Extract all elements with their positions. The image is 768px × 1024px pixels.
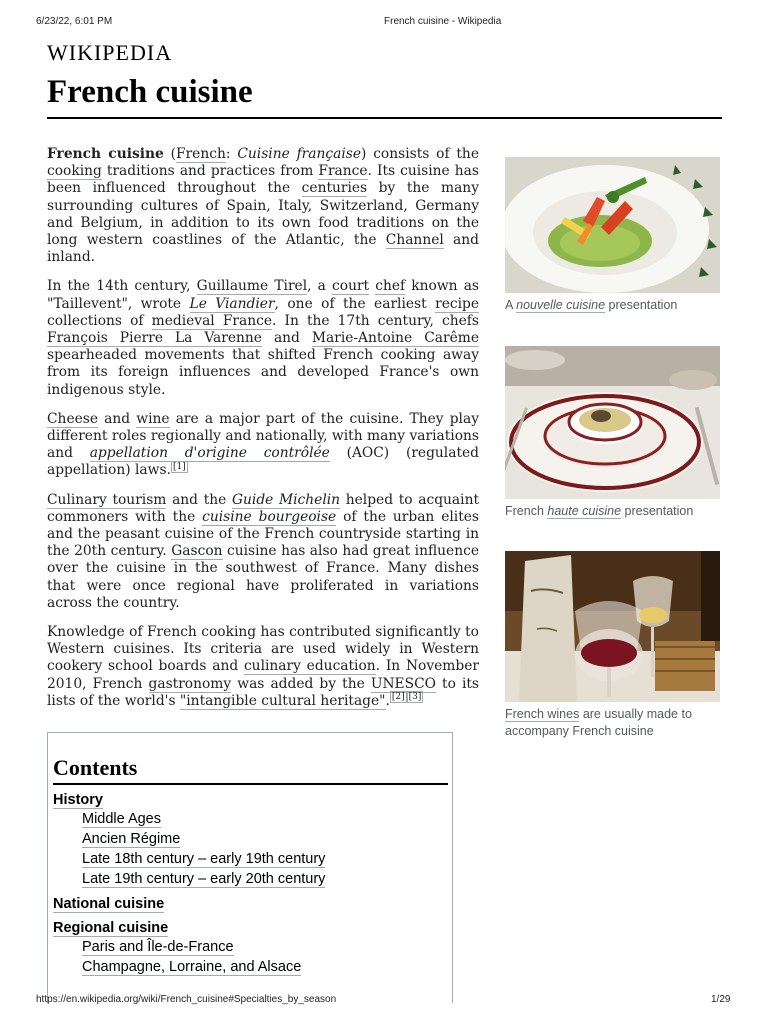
link-intangible-heritage[interactable]: "intangible cultural heritage" xyxy=(179,692,386,709)
text: : xyxy=(225,146,238,162)
toc-label[interactable]: Middle Ages xyxy=(82,811,161,827)
toc-label[interactable]: Late 19th century – early 20th century xyxy=(82,871,326,887)
toc-item-paris[interactable] xyxy=(82,937,452,957)
paragraph-tourism xyxy=(47,492,479,612)
figure-haute-cuisine xyxy=(505,346,720,520)
link-wine[interactable]: wine xyxy=(136,410,170,427)
toc-list xyxy=(53,791,452,977)
link-french-wines[interactable]: French wines xyxy=(505,707,580,721)
link-cooking[interactable]: cooking xyxy=(47,163,102,180)
text: (AOC) (regulated appellation) laws. xyxy=(47,445,479,479)
toc-item-ancien-regime[interactable] xyxy=(82,829,452,849)
toc-item-regional-cuisine[interactable] xyxy=(53,919,452,937)
bold-term: French cuisine xyxy=(47,146,164,162)
italic-term: Cuisine française xyxy=(237,146,361,162)
toc-label[interactable]: Regional cuisine xyxy=(53,920,169,936)
nouvelle-cuisine-image[interactable] xyxy=(505,157,720,293)
reference-link[interactable]: [2] xyxy=(391,692,405,703)
link-guillaume-tirel[interactable]: Guillaume Tirel xyxy=(196,278,308,295)
text: cuisine has also had great influence over the cuisine in the southwest of France. Many dishes that were once regional have proliferated in variations across the country. xyxy=(47,543,479,611)
paragraph-cheese-wine xyxy=(47,411,479,480)
link-cuisine-bourgeoise[interactable]: cuisine bourgeoise xyxy=(202,508,337,525)
toc-item-late-18th-century[interactable] xyxy=(82,849,452,869)
link-aoc[interactable]: appellation d'origine contrôlée xyxy=(89,445,330,462)
text: helped to acquaint commoners with the xyxy=(47,491,480,525)
link-france[interactable]: France xyxy=(318,163,368,180)
link-channel[interactable]: Channel xyxy=(385,232,444,249)
french-wines-image[interactable] xyxy=(505,551,720,702)
toc-item-late-19th-century[interactable] xyxy=(82,869,452,889)
text: was added by the xyxy=(231,675,371,692)
toc-title: Contents xyxy=(53,755,448,785)
toc-item-history[interactable] xyxy=(53,791,452,809)
figure-nouvelle-cuisine xyxy=(505,157,720,314)
text: In the 14th century, xyxy=(47,278,197,295)
link-medieval-france[interactable]: medieval France xyxy=(151,312,272,329)
link-gastronomy[interactable]: gastronomy xyxy=(148,675,232,692)
text: and inland. xyxy=(47,232,479,266)
text: ) consists of the xyxy=(361,146,479,162)
paragraph-knowledge xyxy=(47,624,479,710)
toc-item-national-cuisine[interactable] xyxy=(53,895,452,913)
toc-label[interactable]: National cuisine xyxy=(53,896,165,912)
toc-label[interactable]: Paris and Île-de-France xyxy=(82,939,234,955)
text: and xyxy=(261,330,312,347)
text: . xyxy=(385,692,390,709)
article-body xyxy=(47,146,479,722)
text: . In the 17th century, chefs xyxy=(272,312,479,329)
text: traditions and practices from xyxy=(101,163,319,180)
text: presentation xyxy=(621,504,694,518)
toc-label[interactable]: Champagne, Lorraine, and Alsace xyxy=(82,959,302,975)
toc-label[interactable]: History xyxy=(53,792,103,808)
toc-item-middle-ages[interactable] xyxy=(82,809,452,829)
link-la-varenne[interactable]: François Pierre La Varenne xyxy=(47,330,262,347)
text: by the many surrounding cultures of Spain, Italy, Switzerland, Germany and Belgium, in addition to its own food traditions on the long western coastlines of the Atlantic, the xyxy=(47,180,479,249)
text: of the urban elites and the peasant cuisine of the French countryside starting in the 20th century. xyxy=(47,508,479,560)
text: , one of the earliest xyxy=(274,295,436,312)
toc-label[interactable]: Late 18th century – early 19th century xyxy=(82,851,326,867)
link-haute-cuisine[interactable]: haute cuisine xyxy=(547,504,622,518)
text: A xyxy=(505,298,517,312)
print-datetime: 6/23/22, 6:01 PM xyxy=(36,16,113,27)
toc-label[interactable]: Ancien Régime xyxy=(82,831,181,847)
figure-caption xyxy=(505,503,720,520)
text: , a xyxy=(307,278,333,295)
paragraph-intro xyxy=(47,146,479,266)
print-doc-title: French cuisine - Wikipedia xyxy=(384,16,502,27)
haute-cuisine-image[interactable] xyxy=(505,346,720,499)
figure-caption xyxy=(505,297,720,314)
print-page-number: 1/29 xyxy=(711,994,731,1005)
link-guide-michelin[interactable]: Guide Michelin xyxy=(232,491,341,508)
link-culinary-education[interactable]: culinary education xyxy=(243,658,376,675)
text: Knowledge of French cooking has contributed significantly to Western cuisines. Its criteria are used widely in Western cookery school boards and xyxy=(47,624,479,675)
link-french[interactable]: French xyxy=(176,146,226,162)
text: and xyxy=(98,410,137,427)
text: to its lists of the world's xyxy=(47,675,479,709)
text: . In November 2010, French xyxy=(47,658,479,692)
text: ( xyxy=(163,146,177,162)
text: collections of xyxy=(47,312,152,329)
link-gascon[interactable]: Gascon xyxy=(171,543,223,560)
link-le-viandier[interactable]: Le Viandier xyxy=(189,295,275,312)
figure-french-wines xyxy=(505,551,720,740)
reference-link[interactable]: [3] xyxy=(408,692,422,703)
table-of-contents xyxy=(47,732,453,1003)
text: presentation xyxy=(605,298,678,312)
link-nouvelle-cuisine[interactable]: nouvelle cuisine xyxy=(516,298,606,312)
text: French xyxy=(505,504,548,518)
figure-caption xyxy=(505,706,720,740)
text: and the xyxy=(166,491,232,508)
wikipedia-wordmark[interactable]: WIKIPEDIA xyxy=(47,40,173,65)
toc-item-champagne[interactable] xyxy=(82,957,452,977)
text: spearheaded movements that shifted French cooking away from its foreign influences and developed France's own indigenous style. xyxy=(47,347,479,398)
link-centuries[interactable]: centuries xyxy=(301,180,368,197)
print-url: https://en.wikipedia.org/wiki/French_cuisine#Specialties_by_season xyxy=(36,994,337,1005)
reference-link[interactable]: [1] xyxy=(172,461,186,472)
link-careme[interactable]: Marie-Antoine Carême xyxy=(311,330,479,347)
text: . Its cuisine has been influenced throughout the xyxy=(47,163,479,197)
link-court[interactable]: court xyxy=(332,278,370,295)
link-unesco[interactable]: UNESCO xyxy=(370,675,436,692)
link-recipe[interactable]: recipe xyxy=(435,295,479,312)
text: known as "Taillevent", wrote xyxy=(47,278,480,312)
link-culinary-tourism[interactable]: Culinary tourism xyxy=(47,491,167,508)
page-title: French cuisine xyxy=(47,74,722,119)
paragraph-history xyxy=(47,278,479,398)
link-cheese[interactable]: Cheese xyxy=(47,410,99,427)
text: are a major part of the cuisine. They play different roles regionally and nationally, with many variations and xyxy=(47,410,479,462)
link-chef[interactable]: chef xyxy=(375,278,406,295)
text: are usually made to accompany French cuisine xyxy=(505,707,692,738)
